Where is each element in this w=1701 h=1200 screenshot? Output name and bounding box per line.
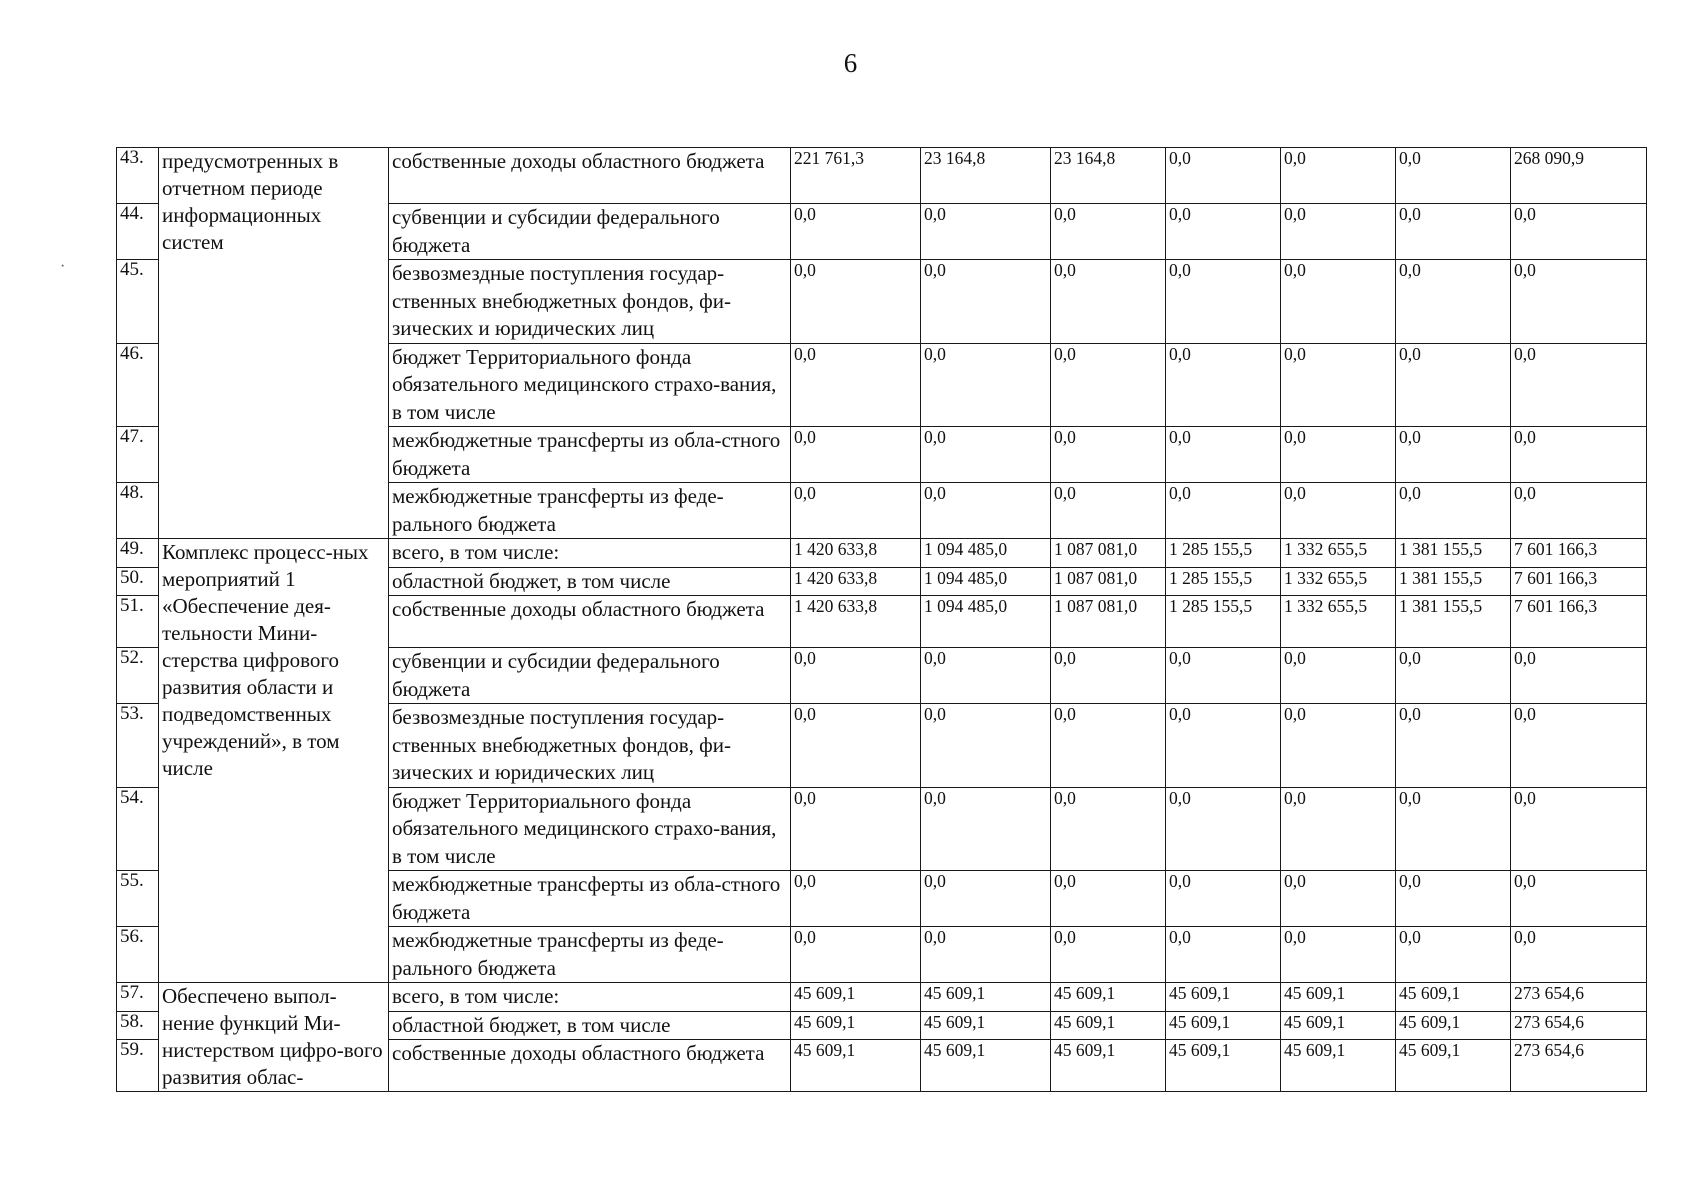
row-number: 56.: [117, 927, 159, 983]
total-value: 0,0: [1511, 343, 1647, 427]
year-value: 0,0: [1051, 343, 1166, 427]
year-value: 0,0: [1166, 483, 1281, 539]
funding-source: субвенции и субсидии федерального бюджета: [389, 648, 791, 704]
program-label: предусмотренных в отчетном периоде информационных систем: [159, 148, 389, 539]
row-number: 46.: [117, 343, 159, 427]
year-value: 1 332 655,5: [1281, 567, 1396, 596]
year-value: 0,0: [1166, 704, 1281, 788]
total-value: 0,0: [1511, 927, 1647, 983]
year-value: 0,0: [1281, 483, 1396, 539]
year-value: 0,0: [791, 871, 921, 927]
year-value: 0,0: [1166, 148, 1281, 204]
year-value: 0,0: [1051, 260, 1166, 344]
funding-source: всего, в том числе:: [389, 983, 791, 1012]
table-row: [117, 983, 1647, 1012]
row-number: 45.: [117, 260, 159, 344]
year-value: 45 609,1: [1166, 1040, 1281, 1092]
year-value: 0,0: [1166, 260, 1281, 344]
funding-source: межбюджетные трансферты из обла-стного бюджета: [389, 427, 791, 483]
year-value: 0,0: [921, 787, 1051, 871]
year-value: 0,0: [921, 927, 1051, 983]
row-number: 57.: [117, 983, 159, 1012]
year-value: 0,0: [921, 204, 1051, 260]
year-value: 1 332 655,5: [1281, 539, 1396, 568]
funding-source: межбюджетные трансферты из феде-рального бюджета: [389, 927, 791, 983]
row-number: 54.: [117, 787, 159, 871]
funding-source: собственные доходы областного бюджета: [389, 148, 791, 204]
year-value: 1 094 485,0: [921, 567, 1051, 596]
year-value: 0,0: [1396, 427, 1511, 483]
year-value: 0,0: [1051, 648, 1166, 704]
year-value: 23 164,8: [1051, 148, 1166, 204]
row-number: 49.: [117, 539, 159, 568]
page-number: 6: [843, 48, 858, 78]
year-value: 1 087 081,0: [1051, 567, 1166, 596]
year-value: 0,0: [1166, 427, 1281, 483]
year-value: 0,0: [1051, 483, 1166, 539]
year-value: 0,0: [1051, 204, 1166, 260]
year-value: 0,0: [1281, 148, 1396, 204]
year-value: 0,0: [791, 648, 921, 704]
year-value: 0,0: [1396, 260, 1511, 344]
year-value: 1 087 081,0: [1051, 539, 1166, 568]
year-value: 0,0: [921, 871, 1051, 927]
funding-source: субвенции и субсидии федерального бюджета: [389, 204, 791, 260]
year-value: 0,0: [1396, 204, 1511, 260]
year-value: 0,0: [1281, 204, 1396, 260]
row-number: 53.: [117, 704, 159, 788]
year-value: 1 285 155,5: [1166, 596, 1281, 648]
year-value: 0,0: [1166, 871, 1281, 927]
year-value: 0,0: [1396, 787, 1511, 871]
row-number: 48.: [117, 483, 159, 539]
funding-source: областной бюджет, в том числе: [389, 567, 791, 596]
year-value: 45 609,1: [1396, 1011, 1511, 1040]
year-value: 0,0: [1051, 427, 1166, 483]
year-value: 45 609,1: [1281, 1040, 1396, 1092]
row-number: 59.: [117, 1040, 159, 1092]
program-label: Обеспечено выпол-нение функций Ми-нистерством цифро-вого развития облас-: [159, 983, 389, 1092]
funding-source: собственные доходы областного бюджета: [389, 596, 791, 648]
funding-source: областной бюджет, в том числе: [389, 1011, 791, 1040]
year-value: 0,0: [1281, 343, 1396, 427]
year-value: 45 609,1: [791, 1011, 921, 1040]
total-value: 0,0: [1511, 648, 1647, 704]
table-row: [117, 148, 1647, 204]
year-value: 0,0: [1396, 483, 1511, 539]
year-value: 45 609,1: [1051, 983, 1166, 1012]
year-value: 0,0: [1051, 787, 1166, 871]
year-value: 45 609,1: [1396, 1040, 1511, 1092]
year-value: 0,0: [921, 260, 1051, 344]
year-value: 45 609,1: [921, 1011, 1051, 1040]
year-value: 0,0: [791, 343, 921, 427]
total-value: 0,0: [1511, 427, 1647, 483]
scan-speck: ·: [60, 258, 66, 275]
year-value: 1 420 633,8: [791, 596, 921, 648]
year-value: 1 381 155,5: [1396, 567, 1511, 596]
year-value: 0,0: [1281, 260, 1396, 344]
funding-source: бюджет Территориального фонда обязательного медицинского страхо-вания, в том числе: [389, 343, 791, 427]
total-value: 7 601 166,3: [1511, 596, 1647, 648]
year-value: 1 087 081,0: [1051, 596, 1166, 648]
year-value: 0,0: [791, 427, 921, 483]
year-value: 0,0: [921, 704, 1051, 788]
program-label: Комплекс процесс-ных мероприятий 1 «Обеспечение дея-тельности Мини-стерства цифрового развития области и подведомственных учреждений», в том числе: [159, 539, 389, 983]
budget-table: [116, 147, 1647, 1092]
year-value: 0,0: [1396, 871, 1511, 927]
funding-source: безвозмездные поступления государ-ственных внебюджетных фондов, фи-зических и юридических лиц: [389, 260, 791, 344]
year-value: 0,0: [1396, 927, 1511, 983]
year-value: 1 420 633,8: [791, 567, 921, 596]
year-value: 0,0: [1281, 787, 1396, 871]
total-value: 273 654,6: [1511, 983, 1647, 1012]
year-value: 45 609,1: [1051, 1011, 1166, 1040]
year-value: 45 609,1: [1281, 1011, 1396, 1040]
year-value: 45 609,1: [921, 1040, 1051, 1092]
total-value: 0,0: [1511, 787, 1647, 871]
year-value: 45 609,1: [791, 1040, 921, 1092]
funding-source: бюджет Территориального фонда обязательного медицинского страхо-вания, в том числе: [389, 787, 791, 871]
row-number: 50.: [117, 567, 159, 596]
funding-source: безвозмездные поступления государ-ственных внебюджетных фондов, фи-зических и юридических лиц: [389, 704, 791, 788]
year-value: 0,0: [1281, 927, 1396, 983]
year-value: 45 609,1: [921, 983, 1051, 1012]
year-value: 0,0: [1396, 148, 1511, 204]
year-value: 0,0: [791, 204, 921, 260]
year-value: 1 420 633,8: [791, 539, 921, 568]
total-value: 0,0: [1511, 204, 1647, 260]
year-value: 0,0: [1281, 704, 1396, 788]
funding-source: всего, в том числе:: [389, 539, 791, 568]
year-value: 45 609,1: [791, 983, 921, 1012]
row-number: 52.: [117, 648, 159, 704]
total-value: 0,0: [1511, 871, 1647, 927]
funding-source: межбюджетные трансферты из феде-рального бюджета: [389, 483, 791, 539]
total-value: 7 601 166,3: [1511, 539, 1647, 568]
year-value: 0,0: [1396, 343, 1511, 427]
table-row: [117, 539, 1647, 568]
budget-table-body: [117, 148, 1647, 1092]
year-value: 1 094 485,0: [921, 539, 1051, 568]
row-number: 44.: [117, 204, 159, 260]
funding-source: собственные доходы областного бюджета: [389, 1040, 791, 1092]
year-value: 0,0: [1051, 704, 1166, 788]
year-value: 0,0: [921, 648, 1051, 704]
row-number: 47.: [117, 427, 159, 483]
year-value: 45 609,1: [1396, 983, 1511, 1012]
year-value: 23 164,8: [921, 148, 1051, 204]
year-value: 45 609,1: [1281, 983, 1396, 1012]
year-value: 0,0: [921, 427, 1051, 483]
year-value: 1 381 155,5: [1396, 596, 1511, 648]
year-value: 1 094 485,0: [921, 596, 1051, 648]
year-value: 0,0: [1396, 704, 1511, 788]
year-value: 0,0: [791, 260, 921, 344]
row-number: 43.: [117, 148, 159, 204]
year-value: 1 285 155,5: [1166, 567, 1281, 596]
year-value: 1 285 155,5: [1166, 539, 1281, 568]
total-value: 0,0: [1511, 483, 1647, 539]
year-value: 1 381 155,5: [1396, 539, 1511, 568]
year-value: 0,0: [1281, 648, 1396, 704]
year-value: 0,0: [1166, 343, 1281, 427]
year-value: 0,0: [791, 787, 921, 871]
total-value: 7 601 166,3: [1511, 567, 1647, 596]
year-value: 0,0: [1051, 927, 1166, 983]
year-value: 0,0: [1051, 871, 1166, 927]
year-value: 0,0: [1166, 204, 1281, 260]
year-value: 0,0: [791, 483, 921, 539]
total-value: 273 654,6: [1511, 1011, 1647, 1040]
total-value: 268 090,9: [1511, 148, 1647, 204]
year-value: 0,0: [1281, 871, 1396, 927]
row-number: 51.: [117, 596, 159, 648]
funding-source: межбюджетные трансферты из обла-стного бюджета: [389, 871, 791, 927]
year-value: 0,0: [921, 483, 1051, 539]
row-number: 58.: [117, 1011, 159, 1040]
total-value: 273 654,6: [1511, 1040, 1647, 1092]
year-value: 0,0: [1166, 927, 1281, 983]
year-value: 45 609,1: [1051, 1040, 1166, 1092]
year-value: 0,0: [1166, 648, 1281, 704]
year-value: 0,0: [791, 927, 921, 983]
total-value: 0,0: [1511, 260, 1647, 344]
year-value: 0,0: [1166, 787, 1281, 871]
year-value: 0,0: [1396, 648, 1511, 704]
total-value: 0,0: [1511, 704, 1647, 788]
year-value: 45 609,1: [1166, 1011, 1281, 1040]
year-value: 45 609,1: [1166, 983, 1281, 1012]
year-value: 221 761,3: [791, 148, 921, 204]
year-value: 0,0: [1281, 427, 1396, 483]
row-number: 55.: [117, 871, 159, 927]
year-value: 0,0: [921, 343, 1051, 427]
year-value: 0,0: [791, 704, 921, 788]
year-value: 1 332 655,5: [1281, 596, 1396, 648]
